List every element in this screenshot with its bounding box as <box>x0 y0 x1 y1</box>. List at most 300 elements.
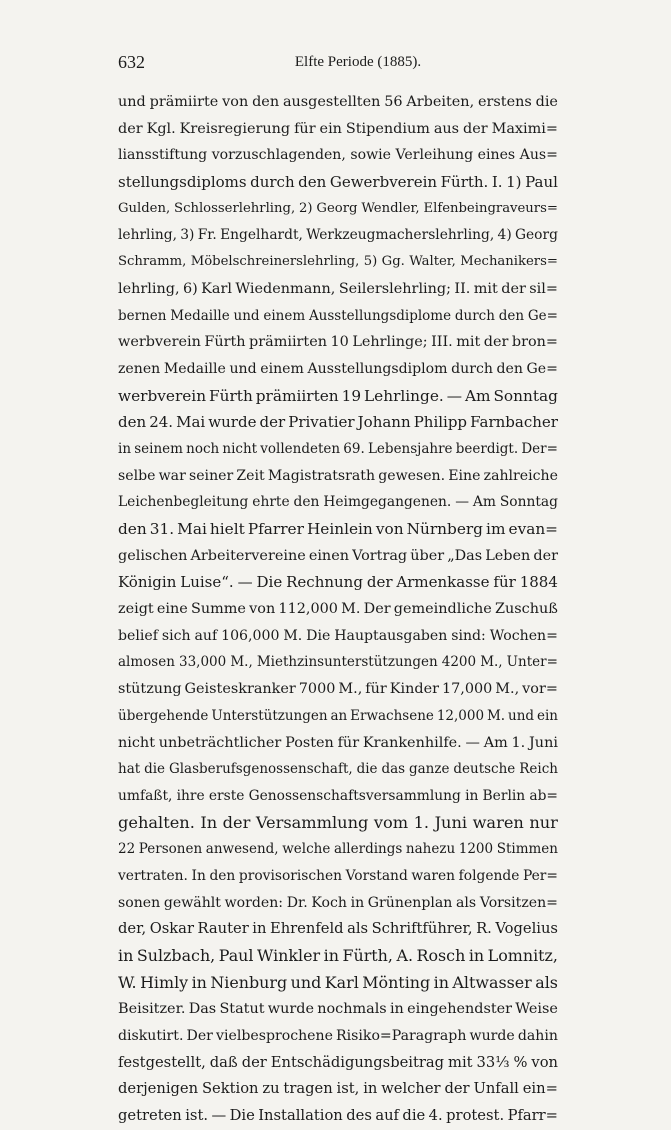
word: der, <box>118 920 147 938</box>
word: Kgl. <box>146 120 176 137</box>
word: auf <box>194 627 218 644</box>
word: der <box>483 334 509 351</box>
word: für <box>337 734 360 751</box>
word: Georg <box>515 227 558 244</box>
word: Unterstützungen <box>211 707 328 724</box>
word: an <box>330 707 348 724</box>
word: vollendeten <box>260 440 341 457</box>
word: Farnbacher <box>470 413 558 432</box>
word: Der <box>363 601 391 618</box>
word: Johann <box>357 413 411 432</box>
word: einem <box>263 307 306 324</box>
word: vertraten. <box>118 867 188 884</box>
word: Hauptausgaben <box>334 627 448 644</box>
word: bron= <box>511 334 558 351</box>
word: II. <box>454 280 471 297</box>
word: den <box>298 173 327 192</box>
word: Lebensjahre <box>367 440 453 457</box>
word: für <box>365 681 387 698</box>
word: in <box>350 894 365 911</box>
word: in <box>323 946 339 965</box>
word: Personen <box>138 841 203 858</box>
word: noch <box>186 440 220 457</box>
word: 6) <box>182 280 198 297</box>
text-line <box>118 649 558 676</box>
word: ist, <box>336 1080 360 1098</box>
word: welche <box>282 841 331 858</box>
word: M., <box>480 654 503 671</box>
word: Weise <box>515 1001 558 1018</box>
word: mit <box>473 280 498 297</box>
word: mit <box>456 334 481 351</box>
word: — <box>446 386 462 405</box>
word: das <box>381 761 406 778</box>
word: prämiirten <box>249 334 327 351</box>
word: durch <box>454 307 495 324</box>
word: ein= <box>522 1080 558 1098</box>
word: Fürth. <box>440 173 489 192</box>
word: in <box>433 972 449 992</box>
text-line <box>118 249 558 276</box>
word: Lehrlinge. <box>364 386 444 405</box>
word: übergehende <box>118 707 209 724</box>
word: der <box>241 1053 267 1071</box>
word: Fürth <box>204 334 246 351</box>
word: Altwasser <box>452 972 532 992</box>
word: Walter, <box>409 254 456 270</box>
word: Installation <box>258 1107 343 1125</box>
text-line <box>118 863 558 890</box>
word: 2) <box>299 200 313 216</box>
word: Ge= <box>526 360 558 377</box>
word: lehrling, <box>118 227 177 244</box>
word: Fürth, <box>342 946 393 965</box>
text-line <box>118 890 558 917</box>
word: mit <box>448 1053 473 1071</box>
word: lehrling, <box>118 280 180 297</box>
text-line <box>118 356 558 383</box>
word: Arbeiten, <box>406 94 475 110</box>
word: des <box>346 1107 372 1125</box>
word: über <box>410 547 445 564</box>
word: — <box>211 1107 227 1125</box>
word: Paul <box>525 173 558 192</box>
text-line <box>118 756 558 783</box>
word: eines <box>477 147 516 164</box>
word: unbeträchtlicher <box>158 734 282 751</box>
word: waren <box>472 812 524 832</box>
word: M., <box>495 681 520 698</box>
word: selbe <box>118 467 156 484</box>
word: 17,000 <box>441 681 493 698</box>
text-line <box>118 196 558 223</box>
word: wurde <box>208 413 257 432</box>
word: Kreisregierung <box>179 120 291 137</box>
word: Verleihung <box>395 147 474 164</box>
word: ganze <box>408 761 450 778</box>
word: in <box>465 787 479 804</box>
word: in <box>363 1080 378 1098</box>
word: Juni <box>529 734 558 751</box>
text-line <box>118 116 558 143</box>
text-line <box>118 463 558 490</box>
word: Magistratsrath <box>267 467 376 484</box>
word: für <box>493 573 516 592</box>
word: vorzuschlagenden, <box>211 147 346 164</box>
word: Rechnung <box>286 573 363 592</box>
word: Gewerbverein <box>329 173 438 192</box>
word: Miethzinsunterstützungen <box>256 654 438 671</box>
word: ist. <box>185 1107 209 1125</box>
word: M., <box>338 681 363 698</box>
word: eine <box>156 601 188 618</box>
word: ehrte <box>252 494 290 511</box>
word: 1) <box>506 173 522 192</box>
word: die <box>535 94 558 110</box>
word: Schlosserlehrling, <box>174 200 296 216</box>
word: tragen <box>283 1080 333 1098</box>
word: beerdigt. <box>455 440 519 457</box>
word: M. <box>486 707 506 724</box>
word: Glasberufsgenossenschaft, <box>168 761 353 778</box>
word: Eine <box>448 467 481 484</box>
word: Die <box>229 1107 255 1125</box>
word: ausgestellten <box>282 94 381 110</box>
text-line <box>118 783 558 810</box>
word: 3) <box>180 227 195 244</box>
word: Am <box>464 386 491 405</box>
text-line <box>118 1023 558 1050</box>
word: Lomnitz, <box>487 946 558 965</box>
word: Mönting <box>362 972 431 992</box>
word: M. <box>341 601 361 618</box>
word: Genossenschaftsversammlung <box>248 787 461 804</box>
text-line <box>118 996 558 1023</box>
text-line <box>118 436 558 463</box>
running-title: Elfte Periode (1885). <box>294 54 422 70</box>
word: Das <box>188 1001 217 1018</box>
word: Vortrag <box>352 547 408 564</box>
word: Paul <box>218 946 254 965</box>
word: als <box>535 972 558 992</box>
word: Medaille <box>170 307 230 324</box>
word: in <box>118 946 134 965</box>
word: Elfenbeingraveurs= <box>423 200 558 216</box>
text-line <box>118 596 558 623</box>
text-line <box>118 543 558 570</box>
word: Unter= <box>506 654 558 671</box>
word: Möbelschreinerslehrling, <box>190 254 360 270</box>
word: 33,000 <box>179 654 227 671</box>
word: Der <box>186 1028 213 1045</box>
word: Dr. <box>286 894 308 911</box>
word: der <box>501 280 526 297</box>
word: Erwachsene <box>350 707 434 724</box>
word: der <box>533 547 558 564</box>
page-header <box>118 52 558 76</box>
word: 31. <box>149 520 175 538</box>
word: — <box>237 573 253 592</box>
word: 69. <box>343 440 365 457</box>
word: umfaßt, <box>118 787 173 804</box>
word: gewesen. <box>378 467 446 484</box>
word: Himly <box>140 972 189 992</box>
word: vor= <box>522 681 558 698</box>
word: % <box>513 1053 528 1071</box>
word: Oskar <box>149 920 194 938</box>
word: Georg <box>316 200 358 216</box>
word: Stimmen <box>496 841 558 858</box>
word: Wochen= <box>489 627 558 644</box>
word: Die <box>256 573 283 592</box>
word: — <box>455 494 469 511</box>
word: Gg. <box>381 254 405 270</box>
word: Pfarr= <box>507 1107 558 1125</box>
word: daß <box>209 1053 238 1071</box>
word: Schramm, <box>118 254 187 270</box>
text-line <box>118 1103 558 1130</box>
text-line <box>118 810 558 837</box>
word: provisorischen <box>238 867 343 884</box>
word: die <box>356 761 378 778</box>
word: 106,000 <box>221 627 280 644</box>
word: als <box>347 920 369 938</box>
word: und <box>508 707 535 724</box>
word: welcher <box>381 1080 441 1098</box>
word: 7000 <box>298 681 336 698</box>
word: den <box>209 867 236 884</box>
word: Winkler <box>257 946 321 965</box>
word: sil= <box>529 280 558 297</box>
word: Fr. <box>197 227 217 244</box>
word: Sonntag <box>499 494 558 511</box>
word: stellungsdiploms <box>118 173 247 192</box>
word: den <box>118 520 147 538</box>
word: Wiedenmann, <box>235 280 336 297</box>
text-line <box>118 516 558 543</box>
word: Lehrlinge; <box>352 334 428 351</box>
word: auf <box>375 1107 399 1125</box>
word: hielt <box>209 520 245 538</box>
word: 4) <box>497 227 512 244</box>
word: A. <box>396 946 413 965</box>
word: Kinder <box>389 681 439 698</box>
word: In <box>200 812 218 832</box>
word: I. <box>491 173 503 192</box>
word: Ge= <box>527 307 558 324</box>
word: worden: <box>224 894 284 911</box>
word: zu <box>262 1080 280 1098</box>
word: Am <box>483 734 508 751</box>
word: Nürnberg <box>406 520 483 538</box>
text-line <box>118 730 558 757</box>
word: Sektion <box>201 1080 259 1098</box>
word: und <box>229 360 257 377</box>
word: gemeindliche <box>393 601 492 618</box>
word: anwesend, <box>205 841 279 858</box>
word: Ehrenfeld <box>269 920 344 938</box>
word: nur <box>529 812 558 832</box>
word: liansstiftung <box>118 147 208 164</box>
text-line <box>118 943 558 970</box>
text-line <box>118 222 558 249</box>
word: Heimgegangenen. <box>323 494 452 511</box>
page-number: 632 <box>118 52 145 72</box>
text-line <box>118 1076 558 1103</box>
word: einen <box>308 547 349 564</box>
word: der <box>222 812 251 832</box>
word: den <box>496 360 523 377</box>
text-line <box>118 89 558 116</box>
word: Luise“. <box>180 573 234 592</box>
word: Gulden, <box>118 200 171 216</box>
text-line <box>118 676 558 703</box>
word: war <box>158 467 186 484</box>
word: Karl <box>324 972 359 992</box>
text-line <box>118 1050 558 1077</box>
word: R. <box>476 920 492 938</box>
word: Werkzeugmacherslehrling, <box>306 227 495 244</box>
word: von <box>375 520 404 538</box>
word: 1884 <box>519 573 558 592</box>
word: Grünenplan <box>367 894 453 911</box>
word: Wendler, <box>361 200 420 216</box>
word: Rosch <box>416 946 466 965</box>
word: 10 <box>330 334 349 351</box>
word: sonen <box>118 894 161 911</box>
word: Seilerslehrling; <box>338 280 451 297</box>
word: nicht <box>222 440 258 457</box>
word: und <box>233 307 260 324</box>
word: Vogelius <box>495 920 558 938</box>
word: Heinlein <box>306 520 373 538</box>
word: M. <box>283 627 303 644</box>
text-line <box>118 329 558 356</box>
word: aus <box>433 120 460 137</box>
word: wurde <box>469 1028 515 1045</box>
word: 4200 <box>441 654 477 671</box>
word: Stipendium <box>345 120 430 137</box>
word: ihre <box>176 787 205 804</box>
word: Privatier <box>288 413 355 432</box>
word: gewählt <box>163 894 221 911</box>
word: Königin <box>118 573 177 592</box>
word: Am <box>472 494 496 511</box>
word: zahlreiche <box>483 467 558 484</box>
word: 33⅓ <box>476 1053 510 1071</box>
word: Krankenhilfe. <box>362 734 462 751</box>
word: der <box>366 573 393 592</box>
word: deutsche <box>453 761 516 778</box>
word: im <box>486 520 506 538</box>
word: Versammlung <box>255 812 369 832</box>
text-line <box>118 303 558 330</box>
word: belief <box>118 627 158 644</box>
word: ein <box>319 120 342 137</box>
word: In <box>191 867 206 884</box>
word: Mai <box>177 520 207 538</box>
word: waren <box>411 867 456 884</box>
word: 19 <box>341 386 362 405</box>
word: der <box>118 120 143 137</box>
word: als <box>456 894 477 911</box>
word: und <box>290 972 322 992</box>
word: Armenkasse <box>396 573 490 592</box>
word: W. <box>118 972 137 992</box>
word: dahin <box>517 1028 558 1045</box>
word: sowie <box>350 147 392 164</box>
word: Mechanikers= <box>460 254 558 270</box>
word: Risiko=Paragraph <box>336 1028 467 1045</box>
word: vielbesprochene <box>216 1028 333 1045</box>
word: den <box>252 94 280 110</box>
word: gehalten. <box>118 812 195 832</box>
word: Maximi= <box>491 120 558 137</box>
text-line <box>118 409 558 436</box>
text-line <box>118 623 558 650</box>
word: nochmals <box>317 1001 387 1018</box>
word: nicht <box>118 734 155 751</box>
word: wurde <box>267 1001 314 1018</box>
word: Nienburg <box>210 972 288 992</box>
word: Leichenbegleitung <box>118 494 249 511</box>
word: 12,000 <box>436 707 485 724</box>
word: der <box>259 413 286 432</box>
word: 5) <box>363 254 378 270</box>
word: Sulzbach, <box>136 946 216 965</box>
word: sind: <box>451 627 486 644</box>
word: hat <box>118 761 141 778</box>
word: allerdings <box>333 841 403 858</box>
text-line <box>118 916 558 943</box>
word: protest. <box>446 1107 505 1125</box>
word: 1. <box>511 734 526 751</box>
word: Juni <box>434 812 468 832</box>
word: durch <box>451 360 493 377</box>
word: erstens <box>478 94 532 110</box>
word: 22 <box>118 841 136 858</box>
word: Der= <box>521 440 558 457</box>
word: den <box>118 413 147 432</box>
word: Zeit <box>236 467 265 484</box>
text-line <box>118 970 558 997</box>
word: Arbeitervereine <box>190 547 306 564</box>
word: prämiirte <box>149 94 219 110</box>
word: seiner <box>188 467 234 484</box>
word: in <box>468 946 485 965</box>
word: Berlin <box>482 787 526 804</box>
word: eingehendster <box>407 1001 513 1018</box>
word: ab= <box>529 787 558 804</box>
word: Engelhardt, <box>220 227 303 244</box>
word: — <box>465 734 480 751</box>
text-line <box>118 489 558 516</box>
word: Vorstand <box>345 867 408 884</box>
text-line <box>118 569 558 596</box>
word: Posten <box>285 734 334 751</box>
word: Leben <box>485 547 531 564</box>
word: derjenigen <box>118 1080 199 1098</box>
word: „Das <box>447 547 483 564</box>
word: M., <box>230 654 253 671</box>
word: seinem <box>134 440 183 457</box>
word: Per= <box>522 867 558 884</box>
word: einem <box>260 360 304 377</box>
word: Entschädigungsbeitrag <box>270 1053 445 1071</box>
word: nahezu <box>405 841 456 858</box>
word: und <box>118 94 146 110</box>
word: 24. <box>149 413 174 432</box>
